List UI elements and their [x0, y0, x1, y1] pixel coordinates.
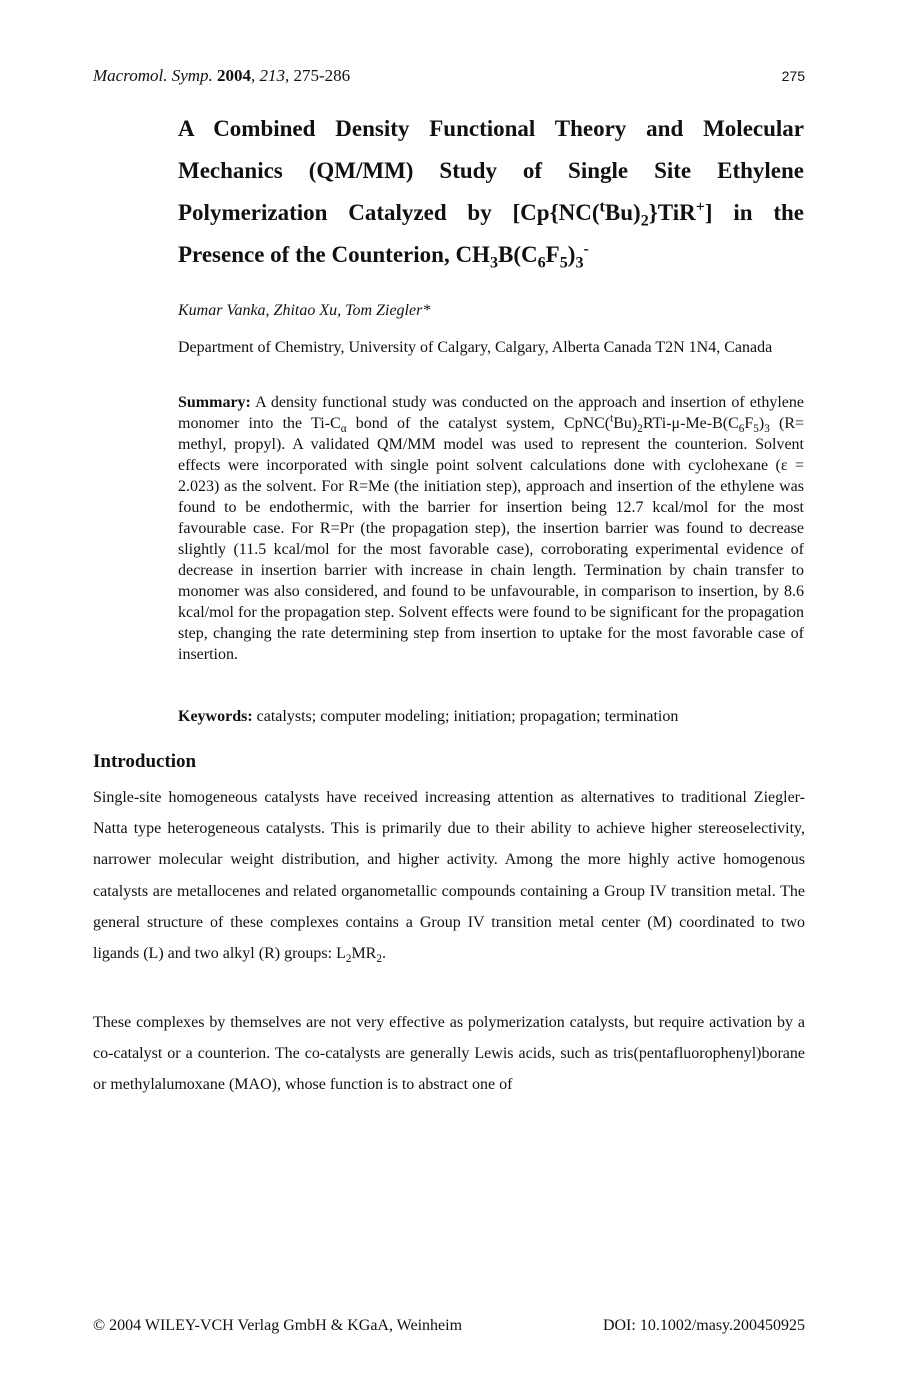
abstract-sup: t — [610, 412, 614, 425]
abstract-sub: α — [340, 423, 347, 436]
title-sup: t — [599, 198, 605, 216]
journal-pages: 275-286 — [293, 66, 351, 85]
running-header — [93, 66, 805, 90]
abstract-sub: 5 — [753, 423, 759, 436]
copyright-notice: © 2004 WILEY-VCH Verlag GmbH & KGaA, Weinheim — [93, 1317, 463, 1334]
title-text: ) — [567, 242, 576, 267]
title-sup: - — [583, 240, 589, 258]
paragraph-text: Single-site homogeneous catalysts have received increasing attention as alternatives to traditional Ziegler-Natta type heterogeneous catalysts. This is primarily due to their ability to achieve higher stereoselectivity, narrower molecular weight distribution, and higher activity. Among the more highly active homogenous catalysts are metallocenes and related organometallic compounds containing a Group IV transition metal. The general structure of these complexes contains a Group IV transition metal center (M) coordinated to two ligands (L) and two alkyl (R) groups: L — [93, 789, 805, 963]
paragraph-text: . — [381, 945, 386, 963]
title-sub: 6 — [537, 254, 546, 272]
title-line-3 — [178, 192, 804, 234]
doi: DOI: 10.1002/masy.200450925 — [602, 1317, 805, 1334]
journal-year: 2004 — [217, 66, 252, 85]
journal-citation: Macromol. Symp. 2004, 213, 275-286 — [93, 66, 351, 85]
abstract-text: ) — [758, 415, 765, 432]
title-sub: 2 — [640, 212, 649, 230]
abstract-text: RTi-μ-Me-B(C — [642, 415, 739, 432]
title-text: ] in the — [704, 200, 805, 225]
title-text: Presence of the Counterion, CH — [178, 242, 490, 267]
abstract-label: Summary: — [178, 394, 251, 411]
journal-name: Macromol. Symp. — [93, 66, 213, 85]
paragraph-sub: 2 — [345, 953, 352, 966]
journal-volume: 213 — [259, 66, 286, 85]
author-list: Kumar Vanka, Zhitao Xu, Tom Ziegler* — [178, 302, 431, 319]
title-text: F — [545, 242, 560, 267]
abstract-text: bond of the catalyst system, CpNC( — [346, 415, 611, 432]
article-title — [178, 108, 804, 276]
paragraph-sub: 2 — [376, 953, 382, 966]
abstract-sub: 3 — [764, 423, 770, 436]
abstract-text: (R= methyl, propyl). A validated QM/MM model was used to represent the counterion. Solvent effects were incorporated with single point solvent calculations done with cyclohexane (ε = 2.023) as the solvent. For R=Me (the initiation step), approach and insertion of the ethylene was found to be endothermic, with the barrier for insertion being 12.7 kcal/mol for the most favourable case. For R=Pr (the propagation step), the insertion barrier was found to decrease slightly (11.5 kcal/mol for the most favorable case), corroborating experimental evidence of decrease in insertion barrier with increase in chain length. Termination by chain transfer to monomer was also considered, and found to be unfavourable, in comparison to insertion, by 8.6 kcal/mol for the propagation step. Solvent effects were found to be significant for the propagation step, changing the rate determining step from insertion to uptake for the most favorable case of insertion. — [178, 415, 805, 663]
title-line-2: Mechanics (QM/MM) Study of Single Site Ethylene — [178, 158, 804, 183]
abstract-sub: 6 — [738, 423, 745, 436]
affiliation: Department of Chemistry, University of Calgary, Calgary, Alberta Canada T2N 1N4, Canada — [178, 339, 773, 356]
abstract-text: A density functional study was conducted on the approach and insertion of ethylene monomer into the Ti-C — [178, 394, 804, 432]
title-line-4 — [178, 234, 804, 276]
abstract-sub: 2 — [637, 423, 643, 436]
page-footer — [93, 1317, 805, 1341]
intro-paragraph-1 — [93, 782, 805, 969]
abstract — [178, 392, 804, 665]
intro-paragraph-2: These complexes by themselves are not very effective as polymerization catalysts, but require activation by a co-catalyst or a counterion. The co-catalysts are generally Lewis acids, such as tris(pentafluorophenyl)borane or methylalumoxane (MAO), whose function is to abstract one of — [93, 1014, 805, 1094]
keywords — [178, 708, 804, 726]
paragraph-text: MR — [351, 945, 377, 963]
title-sub: 3 — [489, 254, 498, 272]
title-sub: 3 — [575, 254, 584, 272]
title-line-1: A Combined Density Functional Theory and Molecular — [178, 116, 804, 141]
abstract-text: F — [744, 415, 754, 432]
title-text: }TiR — [648, 200, 696, 225]
abstract-text: Bu) — [613, 415, 638, 432]
section-heading-introduction: Introduction — [93, 751, 197, 772]
page-number: 275 — [781, 68, 805, 84]
title-text: B(C — [497, 242, 538, 267]
keywords-text: catalysts; computer modeling; initiation; propagation; termination — [252, 708, 679, 725]
title-sub: 5 — [559, 254, 568, 272]
keywords-label: Keywords: — [178, 708, 253, 725]
title-text: Polymerization Catalyzed by [Cp{NC( — [178, 200, 600, 225]
title-sup: + — [695, 198, 705, 216]
title-text: Bu) — [604, 200, 641, 225]
